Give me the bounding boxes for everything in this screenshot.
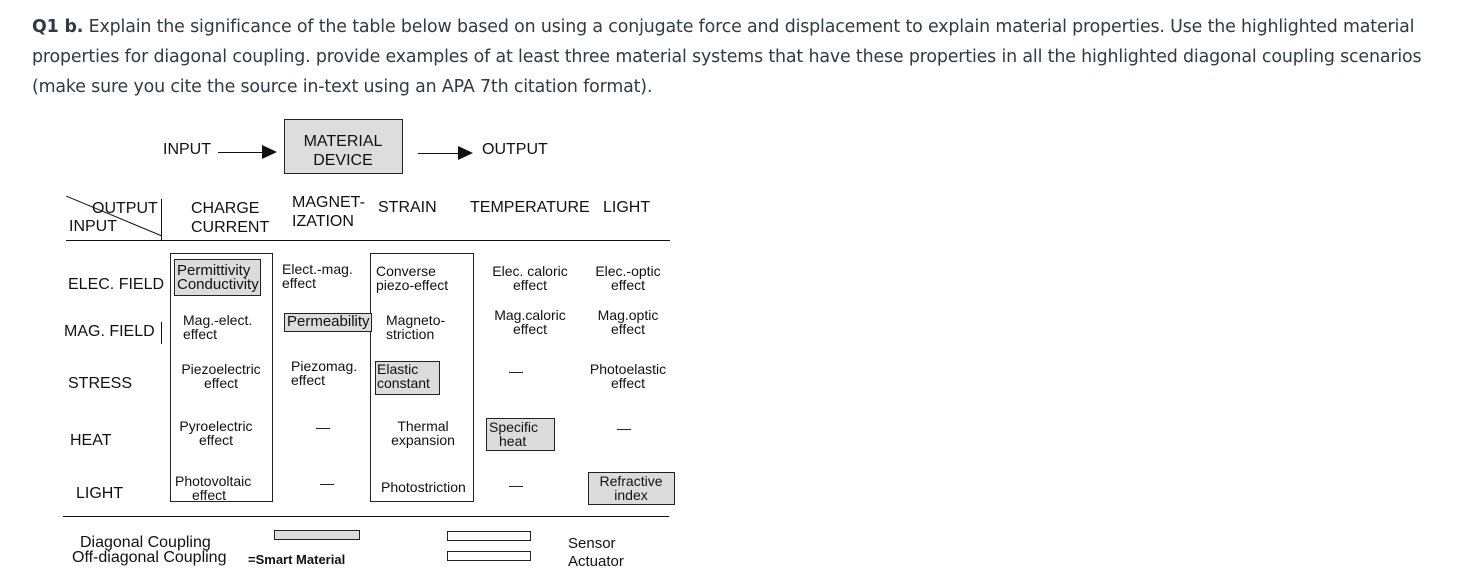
cell-heat-temp [489,420,538,448]
legend-top-rule [63,516,669,517]
legend-sensor-swatch [447,531,531,541]
corner-output-label: OUTPUT [92,200,158,217]
cell-elec-charge-l1: Permittivity [177,262,251,279]
legend-diagonal-label: Diagonal Coupling [80,534,211,551]
cell-stress-mag-l1: Piezomag. [291,358,358,374]
cell-elec-strain-l1: Converse [376,263,436,279]
cell-heat-mag: — [316,419,330,435]
cell-stress-light-l1: Photoelastic [589,361,667,377]
cell-mag-mag: Permeability [287,313,370,330]
corner-diagonal-line [66,196,166,241]
cell-elec-temp-l2: effect [513,277,547,293]
cell-stress-temp: — [509,363,523,379]
cell-mag-light-l2: effect [611,321,645,337]
flow-output-line [418,153,460,154]
mag-field-separator [161,322,162,344]
cell-stress-strain-l1: Elastic [377,361,419,377]
cell-mag-charge-l2: effect [183,326,217,342]
cell-stress-strain [377,362,430,390]
legend-diagonal-swatch [274,530,360,540]
cell-elec-strain [376,264,448,292]
question-text [32,12,1437,102]
material-device-line1: MATERIAL [303,133,383,150]
question-body: Explain the significance of the table below based on using a conjugate force and displacement to explain material properties. Use the highlighted material properties for diagonal coupling. provide examples of at least three material systems that have these properties in all the highlighted diagonal coupling scenarios (make sure you cite the source in-text using an APA 7th citation format). [32,17,1422,97]
cell-heat-charge-l1: Pyroelectric [179,418,253,434]
cell-stress-light-l2: effect [611,375,645,391]
cell-stress-charge-l2: effect [204,375,238,391]
cell-stress-mag-l2: effect [291,372,325,388]
cell-elec-light [583,264,673,292]
cell-heat-strain-l2: expansion [391,432,455,448]
header-bottom-rule [66,240,670,241]
cell-stress-strain-l2: constant [377,375,430,391]
cell-mag-temp-l1: Mag.caloric [494,307,566,323]
cell-mag-strain-l1: Magneto- [386,312,446,328]
col-header-temperature: TEMPERATURE [470,199,590,216]
cell-mag-temp [483,308,577,336]
cell-elec-mag-l1: Elect.-mag. [282,261,353,277]
cell-mag-light-l1: Mag.optic [597,307,659,323]
cell-light-charge [175,474,251,502]
cell-elec-light-l2: effect [611,277,645,293]
cell-stress-light [583,362,673,390]
cell-heat-charge [172,419,260,447]
cell-light-charge-l1: Photovoltaic [175,473,252,489]
cell-heat-temp-l1: Specific [489,419,539,435]
cell-heat-strain [380,419,466,447]
material-device-line2: DEVICE [313,152,373,169]
col-charge-line1: CHARGE [191,200,260,217]
legend-actuator-swatch [447,551,531,561]
cell-mag-charge [183,313,252,341]
col-charge-line2: CURRENT [191,219,270,236]
legend-actuator-label: Actuator [568,553,624,570]
cell-light-temp: — [509,477,523,493]
flow-input-arrowhead [262,145,277,159]
col-mag-line2: IZATION [292,213,354,230]
cell-heat-light: — [617,420,631,436]
col-header-light: LIGHT [603,199,651,216]
cell-elec-temp-l1: Elec. caloric [492,263,568,279]
legend-sensor-label: Sensor [568,535,616,552]
flow-input-line [218,152,264,153]
cell-mag-strain [386,313,445,341]
cell-elec-mag-l2: effect [282,275,316,291]
cell-elec-charge-l2: Conductivity [177,276,259,293]
cell-light-charge-l2: effect [192,487,226,503]
row-label-heat: HEAT [70,432,112,449]
flow-input-label: INPUT [163,141,211,158]
col-header-magnetization [292,193,365,231]
legend-smart-material: =Smart Material [248,552,346,567]
corner-input-label: INPUT [69,218,117,235]
cell-light-light-l1: Refractive [599,473,663,489]
row-label-elec-field: ELEC. FIELD [68,276,165,293]
cell-light-light-l2: index [614,487,648,503]
cell-elec-light-l1: Elec.-optic [595,263,661,279]
cell-light-mag: — [320,475,334,491]
cell-elec-temp [483,264,577,292]
cell-stress-mag [291,359,357,387]
cell-elec-strain-l2: piezo-effect [376,277,449,293]
cell-mag-strain-l2: striction [386,326,435,342]
row-label-light: LIGHT [76,485,124,502]
flow-output-arrowhead [458,146,473,160]
cell-heat-temp-l2: heat [499,433,527,449]
material-device-text [284,132,402,170]
question-label: Q1 b. [32,17,84,37]
col-header-charge [191,199,269,237]
cell-mag-charge-l1: Mag.-elect. [183,312,253,328]
cell-elec-charge [177,264,259,292]
col-header-strain: STRAIN [378,199,437,216]
legend-off-diagonal-label: Off-diagonal Coupling [72,549,227,566]
cell-heat-strain-l1: Thermal [397,418,449,434]
cell-stress-charge [172,362,270,390]
cell-elec-mag [282,262,353,290]
cell-mag-light [590,308,666,336]
cell-light-light [588,474,674,502]
row-label-stress: STRESS [68,375,133,392]
row-label-mag-field: MAG. FIELD [64,323,155,340]
cell-stress-charge-l1: Piezoelectric [181,361,261,377]
cell-heat-charge-l2: effect [199,432,233,448]
col-mag-line1: MAGNET- [292,194,365,211]
cell-light-strain: Photostriction [381,479,466,495]
flow-output-label: OUTPUT [482,141,548,158]
header-separator [161,199,162,240]
cell-mag-temp-l2: effect [513,321,547,337]
